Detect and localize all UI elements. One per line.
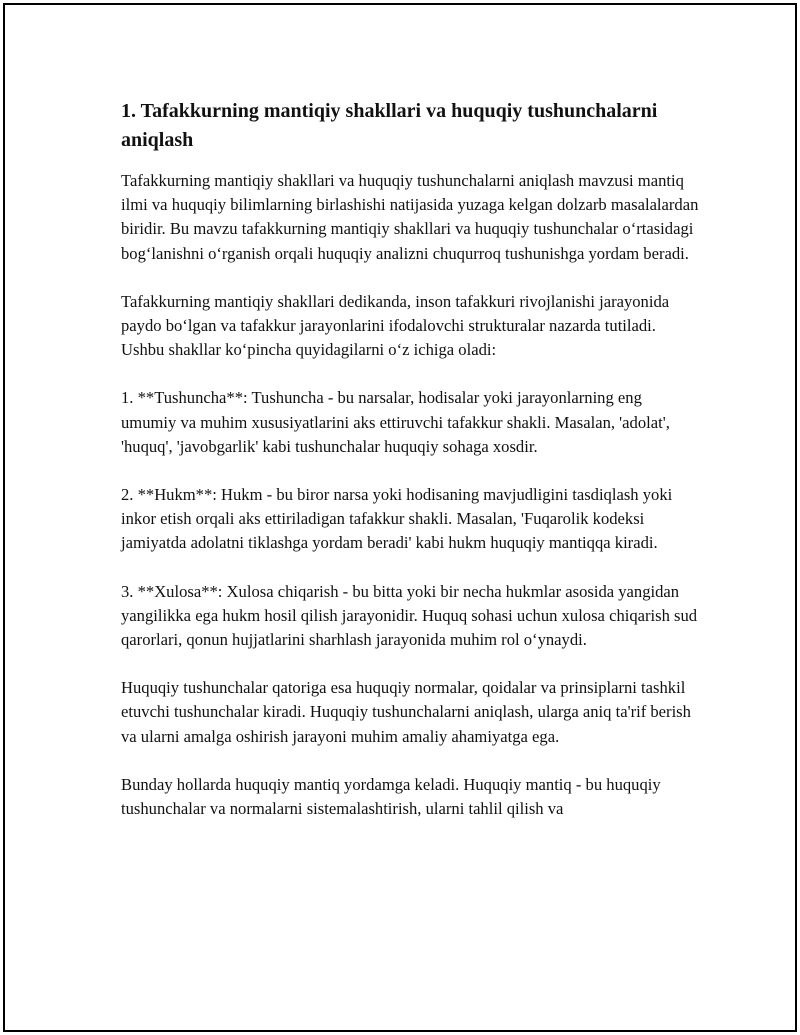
document-body [121, 97, 701, 845]
document-title: 1. Tafakkurning mantiqiy shakllari va huquqiy tushunchalarni aniqlash [121, 100, 658, 151]
paragraph-legal-concepts: Huquqiy tushunchalar qatoriga esa huquqiy normalar, qoidalar va prinsiplarni tashkil etuvchi tushunchalar kiradi. Huquqiy tushunchalarni aniqlash, ularga aniq ta'rif berish va ularni amalga oshirish jarayoni muhim amaliy ahamiyatga ega. [121, 678, 691, 746]
paragraph-legal-logic: Bunday hollarda huquqiy mantiq yordamga keladi. Huquqiy mantiq - bu huquqiy tushunchalar va normalarni sistemalashtirish, ularni tahlil qilish va [121, 774, 661, 819]
paragraph-concept: 1. **Tushuncha**: Tushuncha - bu narsalar, hodisalar yoki jarayonlarning eng umumiy va muhim xususiyatlarini aks ettiruvchi tafakkur shakli. Masalan, 'adolat', 'huquq', 'javobgarlik' kabi tushunchalar huquqiy sohaga xosdir. [121, 388, 670, 456]
paragraph-intro: Tafakkurning mantiqiy shakllari va huquqiy tushunchalarni aniqlash mavzusi mantiq ilmi va huquqiy bilimlarning birlashishi natijasida yuzaga kelgan dolzarb masalalardan biridir. Bu mavzu tafakkurning mantiqiy shakllari va huquqiy tushunchalar o‘rtasidagi bog‘lanishni o‘rganish orqali huquqiy analizni chuqurroq tushunishga yordam beradi. [121, 171, 699, 263]
document-page [3, 3, 797, 1032]
paragraph-judgment: 2. **Hukm**: Hukm - bu biror narsa yoki hodisaning mavjudligini tasdiqlash yoki inkor etish orqali aks ettiriladigan tafakkur shakli. Masalan, 'Fuqarolik kodeksi jamiyatda adolatni tiklashga yordam beradi' kabi hukm huquqiy mantiqqa kiradi. [121, 485, 673, 553]
paragraph-conclusion: 3. **Xulosa**: Xulosa chiqarish - bu bitta yoki bir necha hukmlar asosida yangidan yangilikka ega hukm hosil qilish jarayonidir. Huquq sohasi uchun xulosa chiqarish sud qarorlari, qonun hujjatlarini sharhlash jarayonida muhim rol o‘ynaydi. [121, 581, 698, 650]
paragraph-logical-forms: Tafakkurning mantiqiy shakllari dedikanda, inson tafakkuri rivojlanishi jarayonida paydo bo‘lgan va tafakkur jarayonlarini ifodalovchi strukturalar nazarda tutiladi. Ushbu shakllar ko‘pincha quyidagilarni o‘z ichiga oladi: [121, 291, 670, 360]
